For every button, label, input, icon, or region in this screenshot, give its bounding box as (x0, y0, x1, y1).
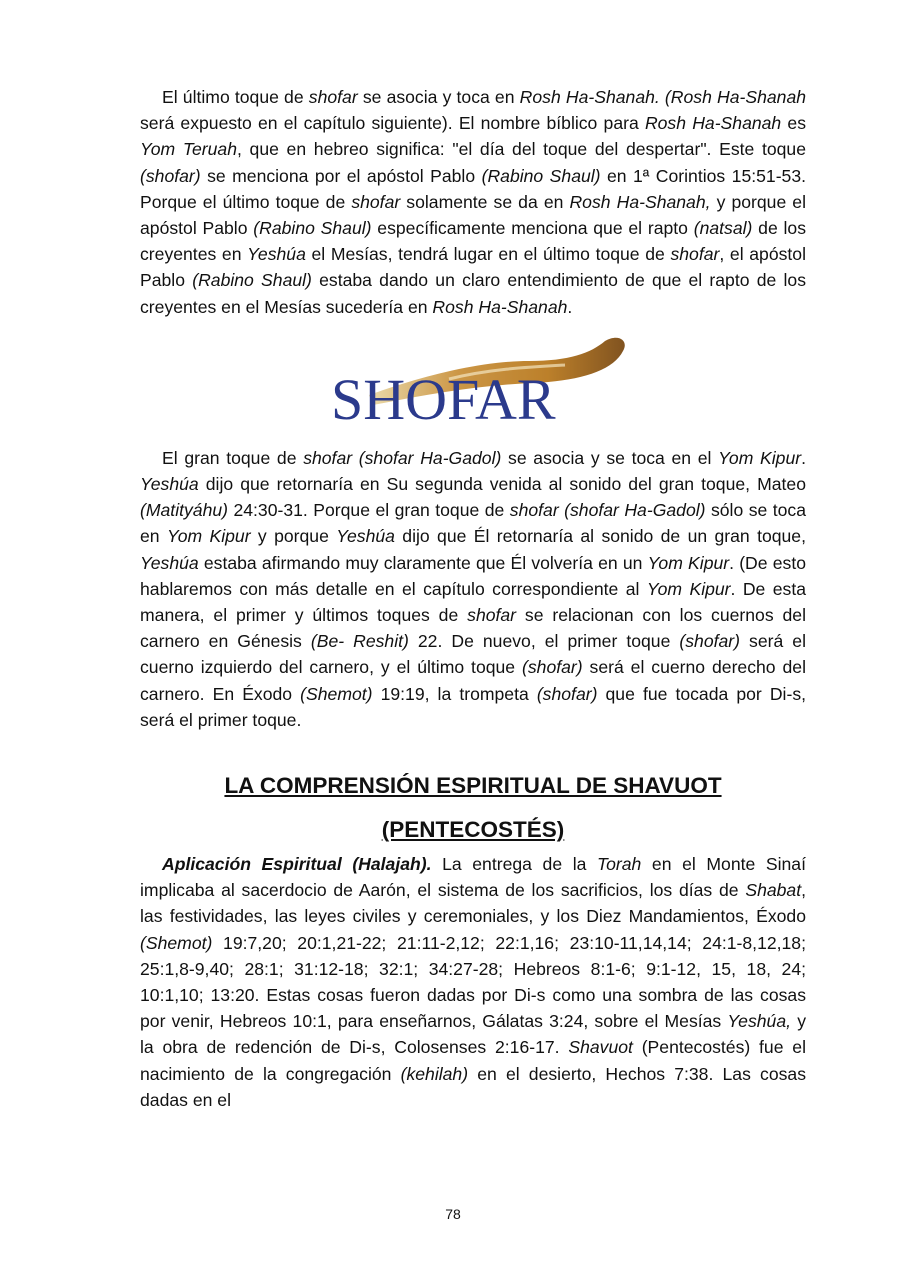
text: dijo que Él retornaría al sonido de un gran toque, (394, 526, 806, 547)
section-heading-subtitle: (PENTECOSTÉS) (381, 817, 565, 843)
text: 19:19, la trompeta (372, 683, 537, 704)
italic-term: Yeshúa (336, 526, 395, 547)
italic-term: Shabat (745, 880, 802, 901)
text: en 1ª Corintios 15:51-53. Porque el último toque de (140, 165, 807, 212)
text: . (801, 447, 806, 468)
text: , el apóstol Pablo (140, 244, 806, 291)
italic-term: Rosh Ha-Shanah. (Rosh Ha-Shanah (519, 87, 807, 107)
italic-term: (Rabino Shaul) (253, 218, 372, 239)
text: de los creyentes en (140, 218, 806, 265)
text: se menciona por el apóstol Pablo (200, 165, 482, 186)
italic-term: (Shemot) (140, 932, 213, 953)
text: , que en hebreo significa: "el día del toque del despertar". Este toque (237, 139, 806, 160)
italic-term: (natsal) (693, 218, 753, 239)
section-heading: LA COMPRENSIÓN ESPIRITUAL DE SHAVUOT (224, 773, 722, 799)
italic-term: Yom Kipur (646, 578, 731, 599)
text: 19:7,20; 20:1,21-22; 21:11-2,12; 22:1,16; 23:10-11,14,14; 24:1-8,12,18; 25:1,8-9,40; 28:1; 31:12-18; 32:1; 34:27-28; Hebreos 8:1-6; 9:1-12, 15, 18, 24; 10:1,10; 13:20. Estas cosas fueron dadas por Di-s como una sombra de las cosas por venir, Hebreos 10:1, para enseñarnos, Gálatas 3:24, sobre el Mesías (140, 932, 806, 1032)
italic-term: shofar (467, 605, 517, 626)
italic-term: Rosh Ha-Shanah (644, 113, 782, 134)
italic-term: Yom Kipur (718, 447, 802, 468)
italic-term: (shofar) (536, 683, 598, 704)
shofar-horn-icon (329, 335, 629, 427)
italic-term: (shofar) (679, 631, 741, 652)
paragraph-gran-toque (140, 445, 806, 733)
italic-term: (Rabino Shaul) (192, 270, 312, 291)
text: . De esta manera, el primer y últimos toques de (140, 578, 807, 626)
text: 24:30-31. Porque el gran toque de (228, 500, 510, 521)
italic-term: shofar (351, 191, 401, 212)
text: y porque el apóstol Pablo (140, 191, 806, 239)
text: sólo se toca en (140, 500, 806, 547)
italic-term: (Matityáhu) (140, 500, 228, 521)
page-number: 78 (445, 1206, 461, 1222)
text: en el desierto, Hechos 7:38. Las cosas dadas en el (140, 1063, 806, 1110)
text: será expuesto en el capítulo siguiente). El nombre bíblico para (140, 113, 645, 134)
text: dijo que retornaría en Su segunda venida al sonido del gran toque, Mateo (198, 474, 806, 495)
italic-term: Yom Teruah (140, 139, 237, 160)
text: solamente se da en (400, 191, 570, 212)
italic-term: Yeshúa (140, 474, 199, 495)
text: . (De esto hablaremos con más detalle en el capítulo correspondiente al (140, 552, 806, 599)
italic-term: shofar (shofar Ha-Gadol) (303, 447, 502, 468)
paragraph-aplicacion-espiritual (140, 851, 806, 1113)
italic-term: shofar (shofar Ha-Gadol) (509, 500, 706, 521)
text: el Mesías, tendrá lugar en el último toque de (305, 244, 671, 265)
italic-term: Yeshúa (247, 244, 306, 265)
text: se asocia y toca en (357, 87, 520, 107)
text: es (781, 113, 806, 134)
italic-term: (Be- Reshit) (310, 631, 409, 652)
italic-term: Yeshúa, (727, 1011, 792, 1032)
paragraph-ultimo-toque (140, 84, 806, 320)
text: estaba afirmando muy claramente que Él volvería en un (198, 552, 648, 573)
italic-term: (shofar) (140, 165, 201, 186)
text: . (567, 296, 573, 317)
logo-text: SHOFAR (331, 366, 556, 427)
text: y la obra de redención de Di-s, Colosenses 2:16-17. (140, 1011, 807, 1058)
lead-in: Aplicación Espiritual (Halajah). (162, 854, 432, 875)
italic-term: (shofar) (522, 657, 583, 678)
text: específicamente menciona que el rapto (371, 218, 694, 239)
text: La entrega de la (431, 854, 597, 875)
text: se asocia y se toca en el (501, 447, 719, 468)
italic-term: (Rabino Shaul) (481, 165, 601, 186)
text: estaba dando un claro entendimiento de que el rapto de los creyentes en el Mesías sucedería en (140, 270, 807, 317)
text: El último toque de (162, 87, 309, 107)
text: y porque (250, 526, 337, 547)
text: será el cuerno izquierdo del carnero, y el último toque (140, 631, 807, 678)
text: , las festividades, las leyes civiles y ceremoniales, y los Diez Mandamientos, Éxodo (140, 880, 806, 927)
italic-term: Rosh Ha-Shanah, (569, 191, 711, 212)
page-body (140, 84, 806, 1113)
text: que fue tocada por Di-s, será el primer toque. (140, 683, 807, 730)
italic-term: Yom Kipur (166, 526, 251, 547)
text: (Pentecostés) fue el nacimiento de la congregación (140, 1037, 806, 1084)
text: se relacionan con los cuernos del carnero en Génesis (140, 605, 806, 652)
italic-term: (Shemot) (300, 683, 373, 704)
italic-term: shofar (308, 87, 358, 107)
italic-term: (kehilah) (400, 1063, 469, 1084)
italic-term: Torah (596, 854, 642, 875)
italic-term: Shavuot (568, 1037, 633, 1058)
italic-term: shofar (670, 244, 720, 265)
text: El gran toque de (162, 447, 304, 468)
text: será el cuerno derecho del carnero. En Éxodo (140, 657, 806, 704)
text: 22. De nuevo, el primer toque (408, 631, 680, 652)
italic-term: Rosh Ha-Shanah (432, 296, 568, 317)
text: en el Monte Sinaí implicaba al sacerdocio de Aarón, el sistema de los sacrificios, los días de (140, 854, 806, 901)
italic-term: Yom Kipur (647, 552, 730, 573)
shofar-logo (329, 335, 629, 427)
italic-term: Yeshúa (140, 552, 199, 573)
